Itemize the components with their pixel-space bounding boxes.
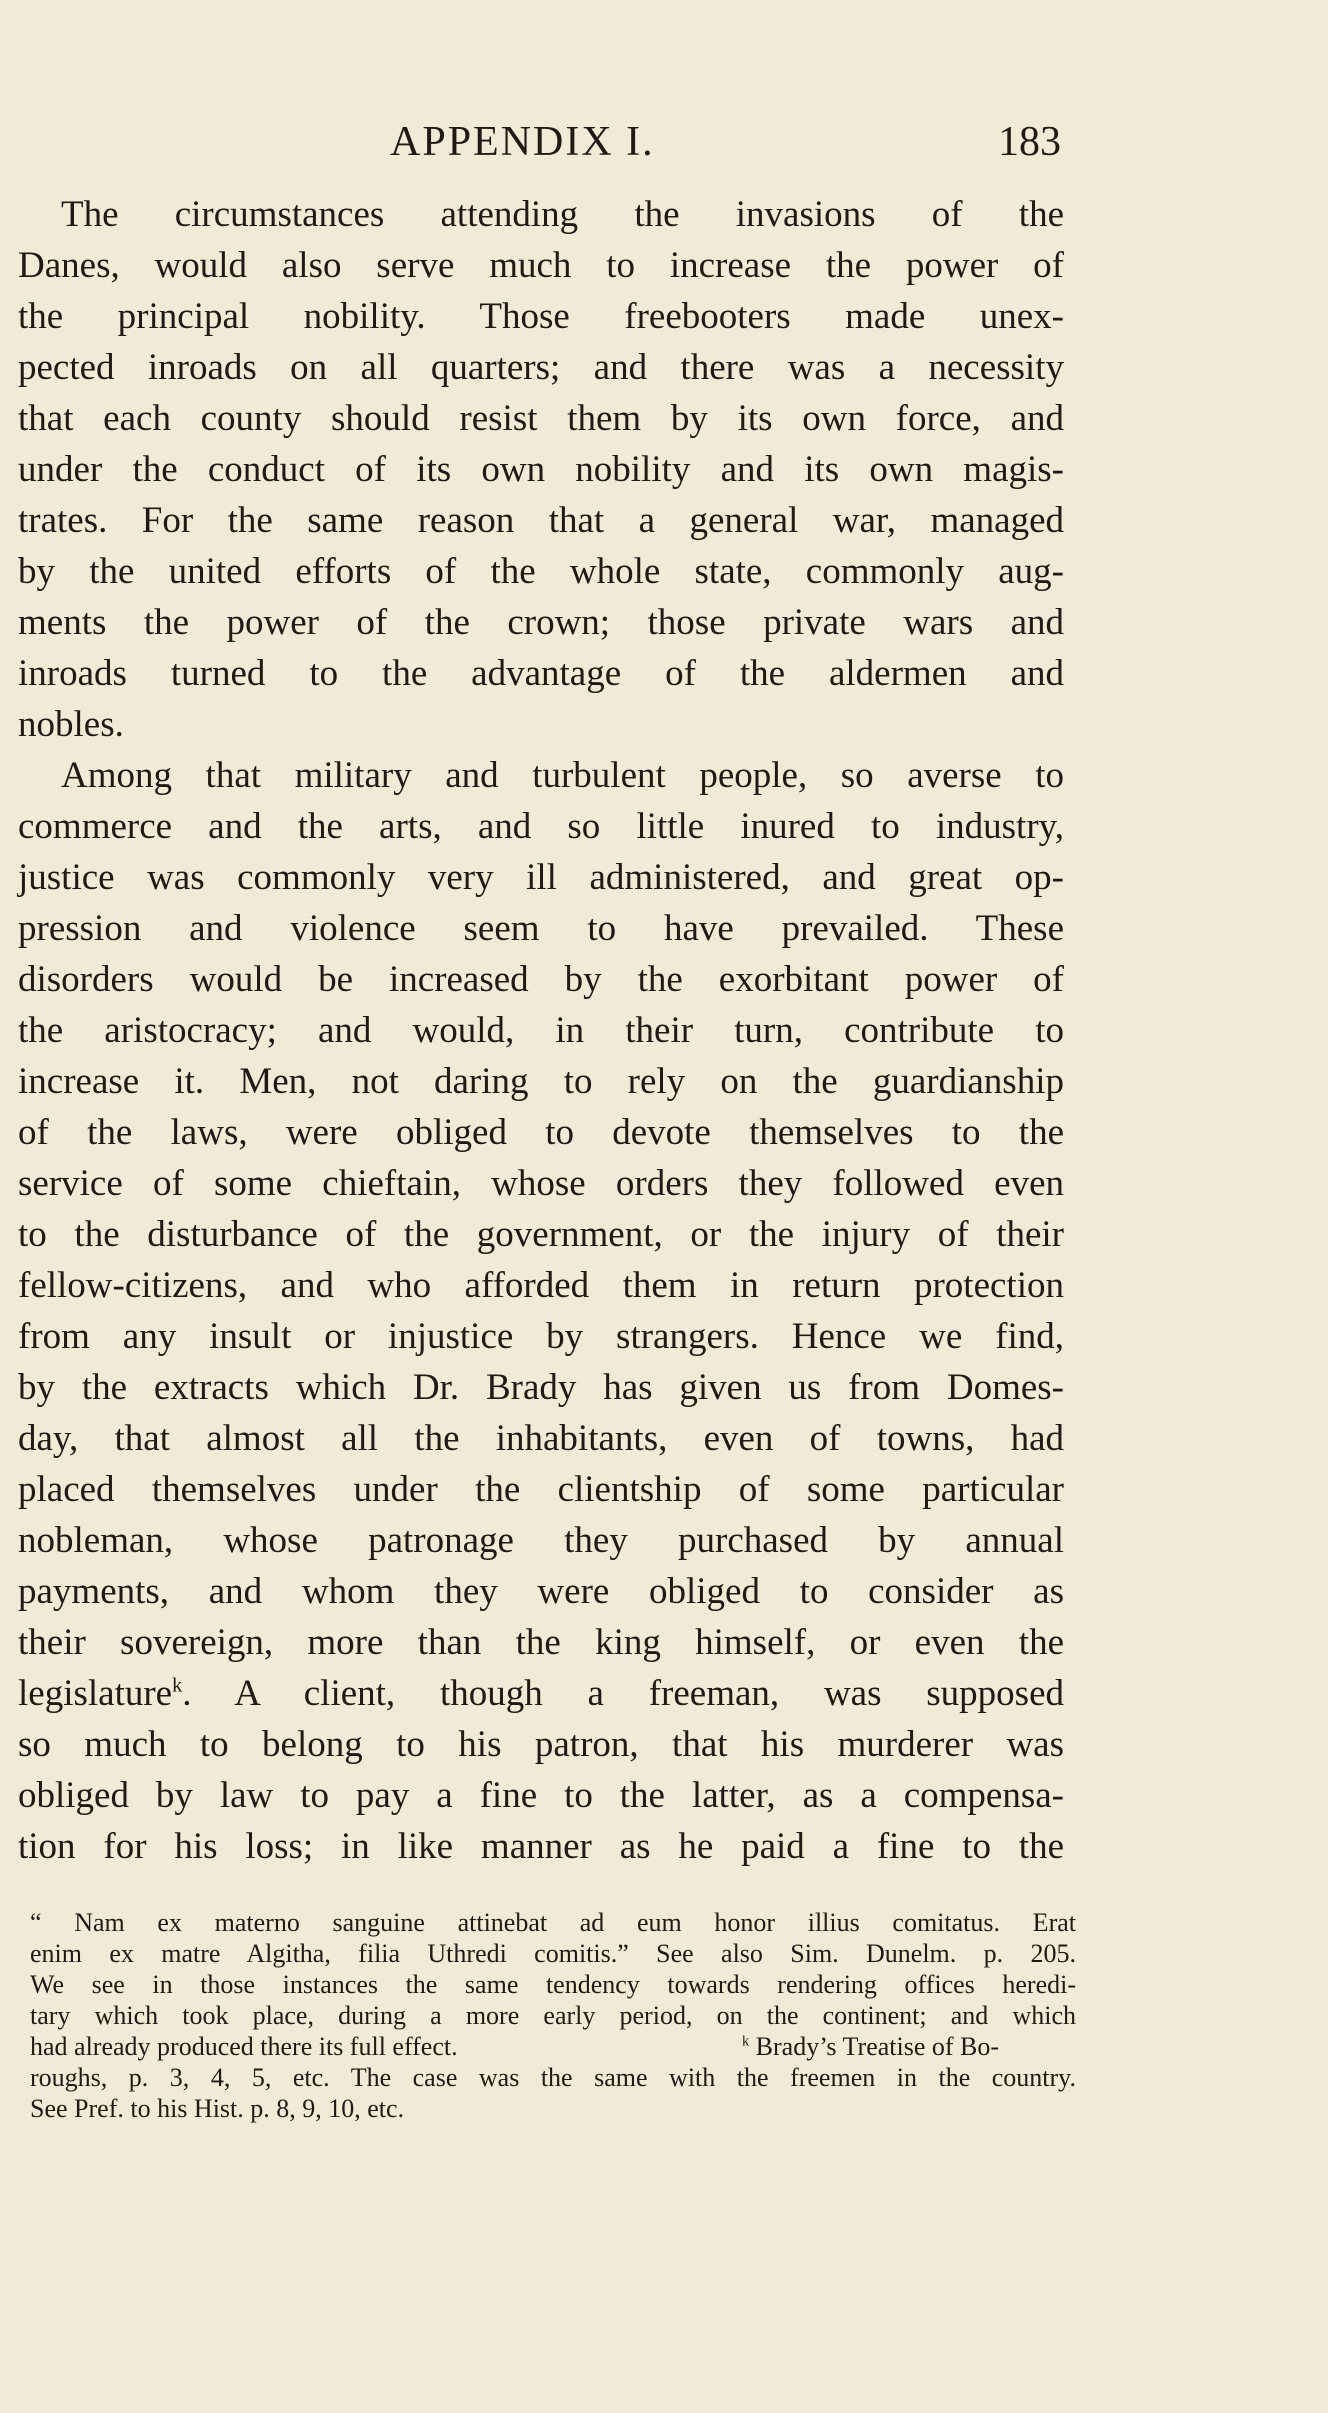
footnote-line: enim ex matre Algitha, filia Uthredi comitis.” See also Sim. Dunelm. p. 205.	[30, 1939, 1076, 1968]
page-header	[0, 112, 1328, 172]
running-head: APPENDIX I.	[390, 119, 655, 165]
text-line: under the conduct of its own nobility and its own magis-	[18, 449, 1064, 490]
text-line: service of some chieftain, whose orders they followed even	[18, 1163, 1064, 1204]
text-line: increase it. Men, not daring to rely on the guardianship	[18, 1061, 1064, 1102]
text-line-with-reference	[18, 1669, 1064, 1719]
footnote-line: We see in those instances the same tendency towards rendering offices heredi-	[30, 1970, 1076, 1999]
text-line: nobles.	[18, 704, 124, 745]
footnote-line: tary which took place, during a more early period, on the continent; and which	[30, 2001, 1076, 2030]
text-fragment: . A client, though a freeman, was supposed	[182, 1673, 1064, 1714]
text-line: their sovereign, more than the king himself, or even the	[18, 1622, 1064, 1663]
text-line: the aristocracy; and would, in their turn, contribute to	[18, 1010, 1064, 1051]
text-line: inroads turned to the advantage of the aldermen and	[18, 653, 1064, 694]
text-line: by the extracts which Dr. Brady has given us from Domes-	[18, 1367, 1064, 1408]
text-line: day, that almost all the inhabitants, even of towns, had	[18, 1418, 1064, 1459]
footnote-line: had already produced there its full effect.	[30, 2032, 458, 2061]
footnote-line-k	[742, 2031, 999, 2063]
text-line: fellow-citizens, and who afforded them in return protection	[18, 1265, 1064, 1306]
text-line: trates. For the same reason that a general war, managed	[18, 500, 1064, 541]
footnote-line: roughs, p. 3, 4, 5, etc. The case was the same with the freemen in the country.	[30, 2063, 1076, 2092]
text-line: the principal nobility. Those freebooters made unex-	[18, 296, 1064, 337]
text-line: payments, and whom they were obliged to consider as	[18, 1571, 1064, 1612]
footnote-line: See Pref. to his Hist. p. 8, 9, 10, etc.	[30, 2094, 405, 2123]
text-line: commerce and the arts, and so little inured to industry,	[18, 806, 1064, 847]
footnote-line: “ Nam ex materno sanguine attinebat ad eum honor illius comitatus. Erat	[30, 1908, 1076, 1937]
text-line: tion for his loss; in like manner as he paid a fine to the	[18, 1826, 1064, 1867]
text-line: pected inroads on all quarters; and there was a necessity	[18, 347, 1064, 388]
text-line: obliged by law to pay a fine to the latter, as a compensa-	[18, 1775, 1064, 1816]
text-fragment: Brady’s Treatise of Bo-	[749, 2032, 1000, 2061]
text-line: so much to belong to his patron, that his murderer was	[18, 1724, 1064, 1765]
text-line: The circumstances attending the invasions of the	[61, 194, 1064, 235]
footnote-marker: k	[742, 2033, 750, 2050]
text-line: Danes, would also serve much to increase the power of	[18, 245, 1064, 286]
footnote-reference: k	[172, 1674, 183, 1697]
text-line: to the disturbance of the government, or the injury of their	[18, 1214, 1064, 1255]
text-line: from any insult or injustice by strangers. Hence we find,	[18, 1316, 1064, 1357]
text-line: disorders would be increased by the exorbitant power of	[18, 959, 1064, 1000]
text-line: by the united efforts of the whole state, commonly aug-	[18, 551, 1064, 592]
text-line: pression and violence seem to have prevailed. These	[18, 908, 1064, 949]
text-line: nobleman, whose patronage they purchased by annual	[18, 1520, 1064, 1561]
text-line: Among that military and turbulent people, so averse to	[61, 755, 1064, 796]
text-line: placed themselves under the clientship of some particular	[18, 1469, 1064, 1510]
text-line: ments the power of the crown; those private wars and	[18, 602, 1064, 643]
text-line: justice was commonly very ill administered, and great op-	[18, 857, 1064, 898]
text-fragment: legislature	[18, 1673, 173, 1714]
text-line: that each county should resist them by its own force, and	[18, 398, 1064, 439]
page-number: 183	[998, 119, 1061, 165]
text-line: of the laws, were obliged to devote themselves to the	[18, 1112, 1064, 1153]
